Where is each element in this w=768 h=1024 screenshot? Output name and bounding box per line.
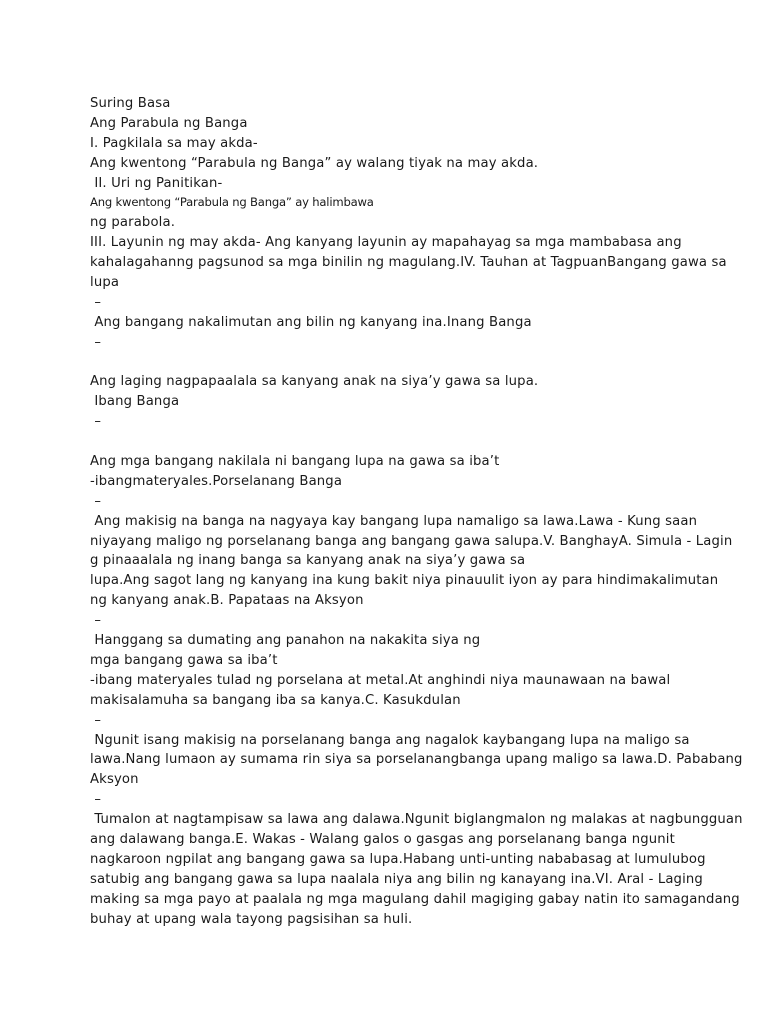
document-page — [90, 94, 743, 929]
text-line: satubig ang bangang gawa sa lupa naalala niya ang bilin ng kanayang ina.VI. Aral - Laging — [90, 871, 703, 887]
text-line: buhay at upang wala tayong pagsisihan sa huli. — [90, 911, 413, 927]
text-line: making sa mga payo at paalala ng mga magulang dahil magiging gabay natin ito samagandang — [90, 891, 740, 907]
text-line: lupa — [90, 275, 120, 291]
text-line: makisalamuha sa bangang iba sa kanya.C. Kasukdulan — [90, 692, 461, 708]
blank-line — [90, 353, 690, 373]
text-line: kahalagahanng pagsunod sa mga binilin ng magulang.IV. Tauhan at TagpuanBangang gawa sa — [90, 255, 727, 271]
text-line: nagkaroon ngpilat ang bangang gawa sa lupa.Habang unti-unting nababasag at lumulubog — [90, 851, 706, 867]
dash-line: – — [90, 294, 102, 310]
text-line: ang dalawang banga.E. Wakas - Walang galos o gasgas ang porselanang banga ngunit — [90, 831, 675, 847]
dash-line: – — [90, 414, 102, 430]
text-line: g pinaaalala ng inang banga sa kanyang anak na siya’y gawa sa — [90, 553, 526, 569]
text-line: Ang makisig na banga na nagyaya kay bangang lupa namaligo sa lawa.Lawa - Kung saan — [90, 513, 698, 529]
text-line: Ngunit isang makisig na porselanang banga ang nagalok kaybangang lupa na maligo sa — [90, 732, 690, 748]
text-line: -ibang materyales tulad ng porselana at metal.At anghindi niya maunawaan na bawal — [90, 672, 671, 688]
text-line: -ibangmateryales.Porselanang Banga — [90, 473, 343, 489]
text-line: Ang kwentong “Parabula ng Banga” ay walang tiyak na may akda. — [90, 155, 539, 171]
text-line: Hanggang sa dumating ang panahon na nakakita siya ng — [90, 633, 481, 649]
text-line: Ibang Banga — [90, 394, 180, 410]
text-line: ng kanyang anak.B. Papataas na Aksyon — [90, 593, 364, 609]
text-line: Ang bangang nakalimutan ang bilin ng kanyang ina.Inang Banga — [90, 314, 532, 330]
text-line: lawa.Nang lumaon ay sumama rin siya sa porselanangbanga upang maligo sa lawa.D. Pababang — [90, 752, 743, 768]
text-line: lupa.Ang sagot lang ng kanyang ina kung bakit niya pinauulit iyon ay para hindimakalimutan — [90, 573, 719, 589]
text-line: ng parabola. — [90, 215, 176, 231]
text-line: Ang laging nagpapaalala sa kanyang anak na siya’y gawa sa lupa. — [90, 374, 539, 390]
section-heading: I. Pagkilala sa may akda- — [90, 135, 258, 151]
text-line: niyayang maligo ng porselanang banga ang bangang gawa salupa.V. BanghayA. Simula - Lagin — [90, 533, 733, 549]
dash-line: – — [90, 334, 102, 350]
doc-subtitle: Ang Parabula ng Banga — [90, 115, 248, 131]
dash-line: – — [90, 613, 102, 629]
text-line: Ang mga bangang nakilala ni bangang lupa na gawa sa iba’t — [90, 454, 500, 470]
dash-line: – — [90, 493, 102, 509]
text-line: III. Layunin ng may akda- Ang kanyang layunin ay mapahayag sa mga mambabasa ang — [90, 235, 682, 251]
section-heading: II. Uri ng Panitikan- — [90, 175, 223, 191]
blank-line — [90, 432, 690, 452]
doc-title: Suring Basa — [90, 96, 171, 111]
text-line: mga bangang gawa sa iba’t — [90, 652, 278, 668]
dash-line: – — [90, 792, 102, 808]
text-line: Tumalon at nagtampisaw sa lawa ang dalawa.Ngunit biglangmalon ng malakas at nagbungguan — [90, 812, 743, 828]
text-line: Ang kwentong “Parabula ng Banga” ay halimbawa — [90, 195, 374, 210]
text-line: Aksyon — [90, 772, 139, 788]
dash-line: – — [90, 712, 102, 728]
